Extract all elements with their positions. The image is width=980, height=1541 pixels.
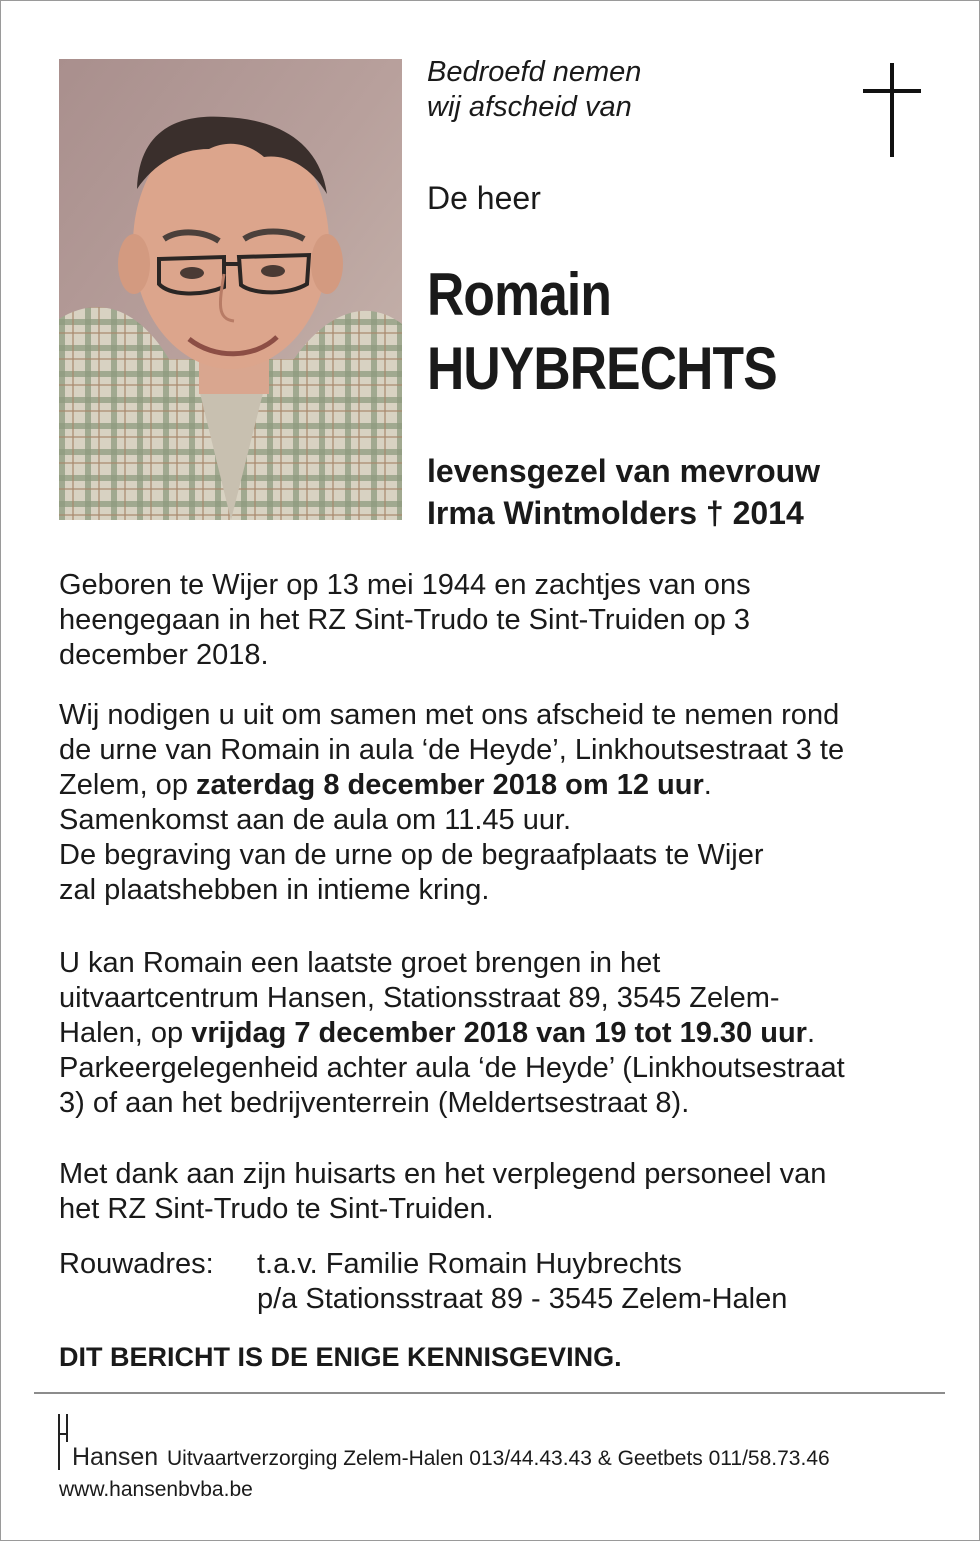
intro-text xyxy=(427,55,641,125)
text-line: uitvaartcentrum Hansen, Stationsstraat 89, 3545 Zelem- xyxy=(59,982,780,1014)
footer-website[interactable]: www.hansenbvba.be xyxy=(59,1478,253,1501)
text-line: het RZ Sint-Trudo te Sint-Truiden. xyxy=(59,1193,494,1225)
text-line: Met dank aan zijn huisarts en het verplegend personeel van xyxy=(59,1158,827,1190)
notice-text: DIT BERICHT IS DE ENIGE KENNISGEVING. xyxy=(59,1342,622,1372)
text-span: Zelem, op xyxy=(59,769,196,801)
text-line: Samenkomst aan de aula om 11.45 uur. xyxy=(59,804,572,836)
text-line xyxy=(59,768,919,803)
footer-contact: Uitvaartverzorging Zelem-Halen 013/44.43.43 & Geetbets 011/58.73.46 xyxy=(167,1447,830,1470)
address-line: p/a Stationsstraat 89 - 3545 Zelem-Halen xyxy=(257,1283,788,1315)
text-line: U kan Romain een laatste groet brengen in het xyxy=(59,947,661,979)
intro-line-2: wij afscheid van xyxy=(427,91,632,123)
cross-icon xyxy=(863,63,921,157)
text-line: de urne van Romain in aula ‘de Heyde’, Linkhoutsestraat 3 te xyxy=(59,734,845,766)
address-line: t.a.v. Familie Romain Huybrechts xyxy=(257,1248,682,1280)
text-span: . xyxy=(703,769,712,801)
divider xyxy=(34,1392,945,1394)
text-line: De begraving van de urne op de begraafplaats te Wijer xyxy=(59,839,764,871)
ceremony-paragraph xyxy=(59,698,919,908)
text-line: december 2018. xyxy=(59,639,269,671)
ceremony-date: zaterdag 8 december 2018 om 12 uur xyxy=(196,769,704,801)
text-span: . xyxy=(806,1017,816,1049)
text-line: Geboren te Wijer op 13 mei 1944 en zachtjes van ons xyxy=(59,569,751,601)
text-span: Halen, op xyxy=(59,1017,192,1049)
partner-line-1: levensgezel van mevrouw xyxy=(427,453,821,489)
text-line xyxy=(59,1016,919,1051)
text-line: heengegaan in het RZ Sint-Trudo te Sint-Truiden op 3 xyxy=(59,604,751,636)
text-line: 3) of aan het bedrijventerrein (Meldertsestraat 8). xyxy=(59,1087,690,1119)
deceased-name xyxy=(427,258,777,406)
visit-paragraph xyxy=(59,946,919,1121)
partner-text xyxy=(427,450,820,534)
intro-line-1: Bedroefd nemen xyxy=(427,56,642,88)
thanks-paragraph xyxy=(59,1157,919,1227)
text-line: Parkeergelegenheid achter aula ‘de Heyde’ (Linkhoutsestraat xyxy=(59,1052,845,1084)
honorific-title: De heer xyxy=(427,180,541,216)
portrait-photo xyxy=(59,59,402,520)
text-line: Wij nodigen u uit om samen met ons afscheid te nemen rond xyxy=(59,699,840,731)
birth-paragraph xyxy=(59,568,919,673)
visit-date: vrijdag 7 december 2018 van 19 tot 19.30 uur xyxy=(191,1017,807,1049)
text-line: zal plaatshebben in intieme kring. xyxy=(59,874,490,906)
last-name: HUYBRECHTS xyxy=(427,335,777,402)
mourning-address-lines xyxy=(257,1247,787,1317)
partner-line-2: Irma Wintmolders † 2014 xyxy=(427,495,804,531)
logo-wordmark: Hansen xyxy=(72,1443,159,1471)
mourning-address-label: Rouwadres: xyxy=(59,1248,214,1280)
first-name: Romain xyxy=(427,261,612,328)
mourning-address xyxy=(59,1247,919,1317)
